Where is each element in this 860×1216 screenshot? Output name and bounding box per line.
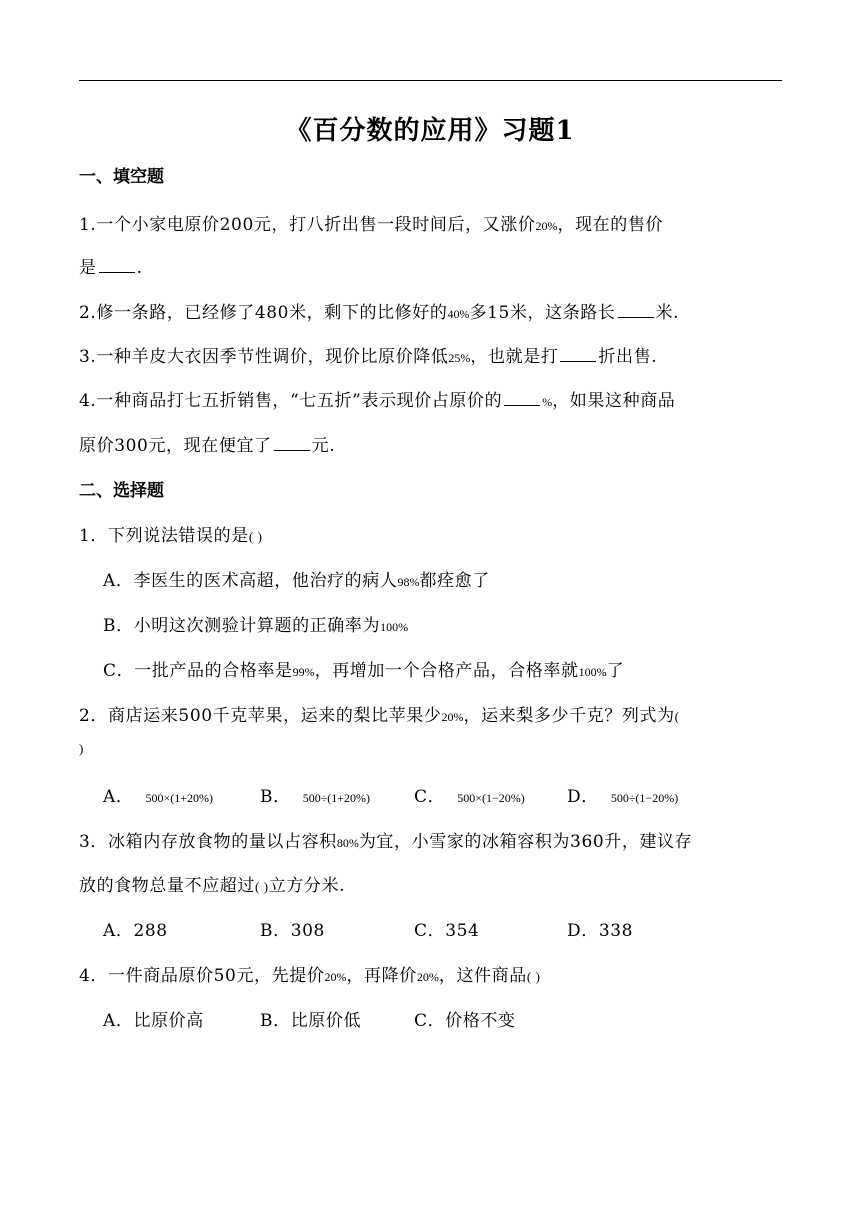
choice-q2-option-a-expr: 500×(1+20%)	[145, 791, 214, 805]
choice-q2-option-a-label: A．	[103, 787, 134, 807]
choice-q3-percent: 80%	[336, 836, 359, 850]
choice-q2-option-d-expr: 500÷(1−20%)	[610, 791, 679, 805]
choice-q4-percent-1: 20%	[324, 970, 347, 984]
choice-q3-text: 3．冰箱内存放食物的量以占容积	[79, 832, 337, 852]
choice-q2-paren-open[interactable]: (	[674, 709, 680, 724]
choice-q2-option-b-label: B．	[260, 787, 291, 807]
choice-q2-option-b-expr: 500÷(1+20%)	[302, 791, 371, 805]
choice-q3-option-b[interactable]: B．308	[260, 921, 325, 941]
fill-q4-line1	[79, 386, 675, 411]
choice-q1-text: 1．下列说法错误的是	[79, 526, 249, 546]
header-rule	[79, 80, 782, 81]
fill-q1-text-end: ，现在的售价	[557, 215, 664, 235]
fill-q2-text-mid: 多15米，这条路长	[469, 303, 616, 323]
fill-q1-answer-blank[interactable]	[99, 271, 135, 273]
choice-q3-answer-paren[interactable]: ( )	[255, 879, 269, 894]
section-choice-heading: 二、选择题	[79, 481, 164, 501]
choice-q4-text: 4．一件商品原价50元，先提价	[79, 966, 325, 986]
choice-q1-option-b-text: B．小明这次测验计算题的正确率为	[103, 616, 381, 636]
fill-q3-text: 3.一种羊皮大衣因季节性调价，现价比原价降低	[79, 347, 449, 367]
choice-q2-line1	[79, 701, 680, 726]
fill-q4-answer-blank-1[interactable]	[504, 404, 540, 406]
fill-q3-line	[79, 342, 657, 367]
choice-q1-option-c-text: C．一批产品的合格率是	[103, 661, 293, 681]
fill-q1-text-2: 是	[79, 258, 97, 278]
fill-q4-text-2: 原价300元，现在便宜了	[79, 436, 272, 456]
choice-q2-option-b[interactable]	[260, 782, 370, 807]
fill-q1-line2	[79, 253, 143, 278]
choice-q1-option-a-end: 都痊愈了	[419, 571, 490, 591]
choice-q1-option-c-percent: 99%	[292, 665, 315, 679]
choice-q1-answer-paren[interactable]: ( )	[248, 529, 263, 544]
choice-q2-text: 2．商店运来500千克苹果，运来的梨比苹果少	[79, 706, 442, 726]
fill-q1-text: 1.一个小家电原价200元，打八折出售一段时间后，又涨价	[79, 215, 536, 235]
section-fill-blank-heading: 一、填空题	[79, 167, 164, 187]
choice-q2-paren-close[interactable]: )	[79, 741, 84, 756]
fill-q4-line2	[79, 431, 335, 456]
fill-q3-text-end: 折出售.	[598, 347, 658, 367]
fill-q4-unit: 元.	[311, 436, 336, 456]
fill-q4-text-mid: ，如果这种商品	[552, 391, 676, 411]
choice-q4-text-end: ，这件商品	[438, 966, 527, 986]
choice-q3-option-a[interactable]: A．288	[103, 921, 168, 941]
fill-q2-answer-blank[interactable]	[618, 316, 654, 318]
choice-q3-line1	[79, 827, 692, 852]
choice-q4-line	[79, 961, 541, 986]
fill-q1-percent: 20%	[535, 219, 558, 233]
choice-q4-text-mid: ，再降价	[346, 966, 417, 986]
choice-q2-option-c-expr: 500×(1−20%)	[457, 791, 525, 805]
choice-q4-option-c[interactable]: C．价格不变	[414, 1011, 516, 1031]
choice-q4-percent-2: 20%	[416, 970, 439, 984]
choice-q2-option-d[interactable]	[567, 782, 678, 807]
fill-q2-unit: 米.	[655, 303, 680, 323]
choice-q4-option-a[interactable]: A．比原价高	[103, 1011, 204, 1031]
choice-q1-option-a-text: A．李医生的医术高超，他治疗的病人	[103, 571, 398, 591]
choice-q2-option-c-label: C．	[414, 787, 446, 807]
choice-q1-option-b[interactable]	[103, 611, 408, 636]
choice-q3-text-2: 放的食物总量不应超过	[79, 876, 255, 896]
choice-q1-option-a[interactable]	[103, 566, 490, 591]
choice-q1-line	[79, 521, 263, 546]
choice-q1-option-c-percent-2: 100%	[578, 665, 607, 679]
choice-q3-unit: 立方分米.	[268, 876, 346, 896]
choice-q3-option-d[interactable]: D．338	[567, 921, 634, 941]
fill-q3-answer-blank[interactable]	[560, 360, 596, 362]
choice-q2-line2	[79, 738, 84, 758]
fill-q1-line1	[79, 210, 663, 235]
page-title: 《百分数的应用》习题1	[285, 116, 575, 146]
fill-q4-answer-blank-2[interactable]	[274, 449, 310, 451]
choice-q4-option-b[interactable]: B．比原价低	[260, 1011, 362, 1031]
choice-q1-option-c[interactable]	[103, 656, 624, 681]
choice-q1-option-c-mid: ，再增加一个合格产品，合格率就	[314, 661, 579, 681]
fill-q3-text-mid: ，也就是打	[470, 347, 559, 367]
choice-q2-option-d-label: D．	[567, 787, 599, 807]
choice-q1-option-c-end: 了	[606, 661, 625, 681]
fill-q3-percent: 25%	[448, 351, 471, 365]
choice-q2-option-a[interactable]	[103, 782, 213, 807]
fill-q2-text: 2.修一条路，已经修了480米，剩下的比修好的	[79, 303, 448, 323]
choice-q3-text-mid: 为宜，小雪家的冰箱容积为360升，建议存	[358, 832, 693, 852]
choice-q1-option-b-percent: 100%	[380, 620, 409, 634]
choice-q3-line2	[79, 871, 345, 896]
choice-q3-option-c[interactable]: C．354	[414, 921, 480, 941]
choice-q2-text-mid: ，运来梨多少千克？列式为	[463, 706, 675, 726]
choice-q4-answer-paren[interactable]: ( )	[526, 969, 541, 984]
choice-q1-option-a-percent: 98%	[397, 575, 420, 589]
fill-q1-period: .	[136, 258, 143, 278]
fill-q4-percent: %	[542, 395, 553, 409]
choice-q2-percent: 20%	[441, 710, 464, 724]
fill-q4-text: 4.一种商品打七五折销售，“七五折”表示现价占原价的	[79, 391, 503, 411]
fill-q2-percent: 40%	[447, 307, 470, 321]
choice-q2-option-c[interactable]	[414, 782, 525, 807]
fill-q2-line	[79, 298, 679, 323]
